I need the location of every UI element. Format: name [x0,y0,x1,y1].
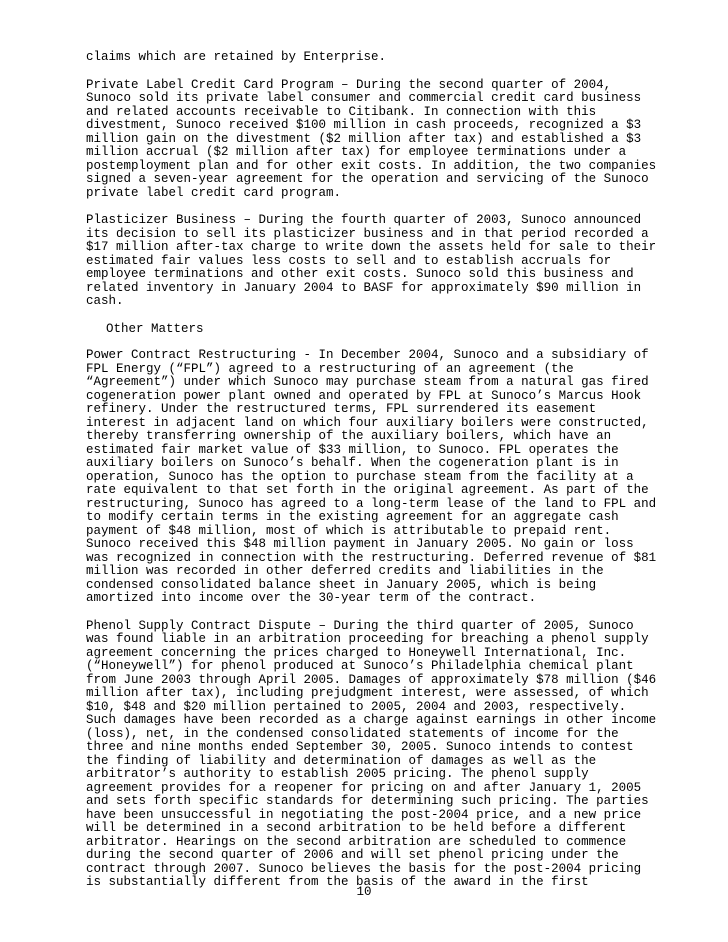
document-body [86,51,686,904]
text-line: related inventory in January 2004 to BASF for approximately $90 million in [86,280,642,295]
text-line: cash. [86,294,124,308]
text-line: (“Honeywell”) for phenol produced at Sunoco’s Philadelphia chemical plant [86,659,634,673]
text-line: have been unsuccessful in negotiating the post-2004 price, and a new price [86,807,642,822]
paragraph-continuation [86,51,686,65]
page-number: 10 [356,885,372,899]
text-line: employee terminations and other exit costs. Sunoco sold this business and [86,267,634,281]
text-line: “Agreement”) under which Sunoco may purchase steam from a natural gas fired [86,375,649,389]
text-line: during the second quarter of 2006 and will set phenol pricing under the [86,848,619,862]
text-line: signed a seven-year agreement for the operation and servicing of the Sunoco [86,172,649,186]
text-line: payment of $48 million, most of which is attributable to prepaid rent. [86,523,612,538]
text-line: FPL Energy (“FPL”) agreed to a restructuring of an agreement (the [86,361,574,376]
text-line: to modify certain terms in the existing agreement for an aggregate cash [86,510,619,524]
text-line: million after tax), including prejudgment interest, were assessed, of which [86,686,649,700]
text-line: claims which are retained by Enterprise. [86,50,387,64]
text-line: Private Label Credit Card Program – During the second quarter of 2004, [86,77,612,92]
text-line: was recognized in connection with the restructuring. Deferred revenue of $81 [86,550,657,565]
text-line: (loss), net, in the condensed consolidated statements of income for the [86,726,619,741]
text-line: was found liable in an arbitration proceeding for breaching a phenol supply [86,632,649,646]
text-line: $17 million after-tax charge to write down the assets held for sale to their [86,240,657,254]
text-line: postemployment plan and for other exit costs. In addition, the two companies [86,158,657,173]
text-line: auxiliary boilers on Sunoco’s behalf. When the cogeneration plant is in [86,456,619,470]
text-line: will be determined in a second arbitration to be held before a different [86,821,627,835]
text-line: restructuring, Sunoco has agreed to a long-term lease of the land to FPL and [86,496,657,511]
text-line: million accrual ($2 million after tax) for employee terminations under a [86,145,627,159]
text-line: operation, Sunoco has the option to purchase steam from the facility at a [86,469,634,484]
text-line: Power Contract Restructuring - In December 2004, Sunoco and a subsidiary of [86,348,649,362]
paragraph-phenol-supply-contract [86,620,686,890]
text-line: private label credit card program. [86,185,342,200]
paragraph-plasticizer-business [86,214,686,309]
text-line: rate equivalent to that set forth in the original agreement. As part of the [86,483,649,497]
text-line: Plasticizer Business – During the fourth quarter of 2003, Sunoco announced [86,213,642,227]
text-line: refinery. Under the restructured terms, FPL surrendered its easement [86,402,597,416]
text-line: Phenol Supply Contract Dispute – During the third quarter of 2005, Sunoco [86,618,634,633]
text-line: estimated fair values less costs to sell and to establish accruals for [86,253,612,268]
text-line: Sunoco received this $48 million payment in January 2005. No gain or loss [86,537,634,551]
text-line: three and nine months ended September 30, 2005. Sunoco intends to contest [86,740,634,754]
text-line: Such damages have been recorded as a charge against earnings in other income [86,713,657,727]
text-line: agreement concerning the prices charged to Honeywell International, Inc. [86,645,627,660]
text-line: contract through 2007. Sunoco believes the basis for the post-2004 pricing [86,861,642,876]
text-line: million was recorded in other deferred credits and liabilities in the [86,564,604,578]
paragraph-power-contract [86,349,686,606]
text-line: divestment, Sunoco received $100 million in cash proceeds, recognized a $3 [86,118,642,132]
text-line: from June 2003 through April 2005. Damages of approximately $78 million ($46 [86,672,657,687]
text-line: cogeneration power plant owned and operated by FPL at Sunoco’s Marcus Hook [86,388,642,403]
text-line: arbitrator. Hearings on the second arbitration are scheduled to commence [86,834,627,849]
section-heading: Other Matters [106,321,204,336]
text-line: the finding of liability and determination of damages as well as the [86,753,597,768]
text-line: interest in adjacent land on which four auxiliary boilers were constructed, [86,415,649,430]
text-line: arbitrator’s authority to establish 2005 pricing. The phenol supply [86,767,589,781]
text-line: agreement provides for a reopener for pricing on and after January 1, 2005 [86,780,642,795]
text-line: condensed consolidated balance sheet in January 2005, which is being [86,577,597,592]
text-line: and related accounts receivable to Citibank. In connection with this [86,104,597,119]
text-line: its decision to sell its plasticizer business and in that period recorded a [86,226,649,241]
text-line: $10, $48 and $20 million pertained to 2005, 2004 and 2003, respectively. [86,699,627,714]
text-line: is substantially different from the basis of the award in the first [86,875,589,889]
text-line: thereby transferring ownership of the auxiliary boilers, which have an [86,429,612,443]
text-line: amortized into income over the 30-year term of the contract. [86,591,537,605]
paragraph-private-label-credit-card [86,79,686,201]
text-line: estimated fair market value of $33 million, to Sunoco. FPL operates the [86,442,619,457]
text-line: and sets forth specific standards for determining such pricing. The parties [86,794,649,808]
text-line: Sunoco sold its private label consumer and commercial credit card business [86,91,642,105]
text-line: million gain on the divestment ($2 million after tax) and established a $3 [86,131,642,146]
